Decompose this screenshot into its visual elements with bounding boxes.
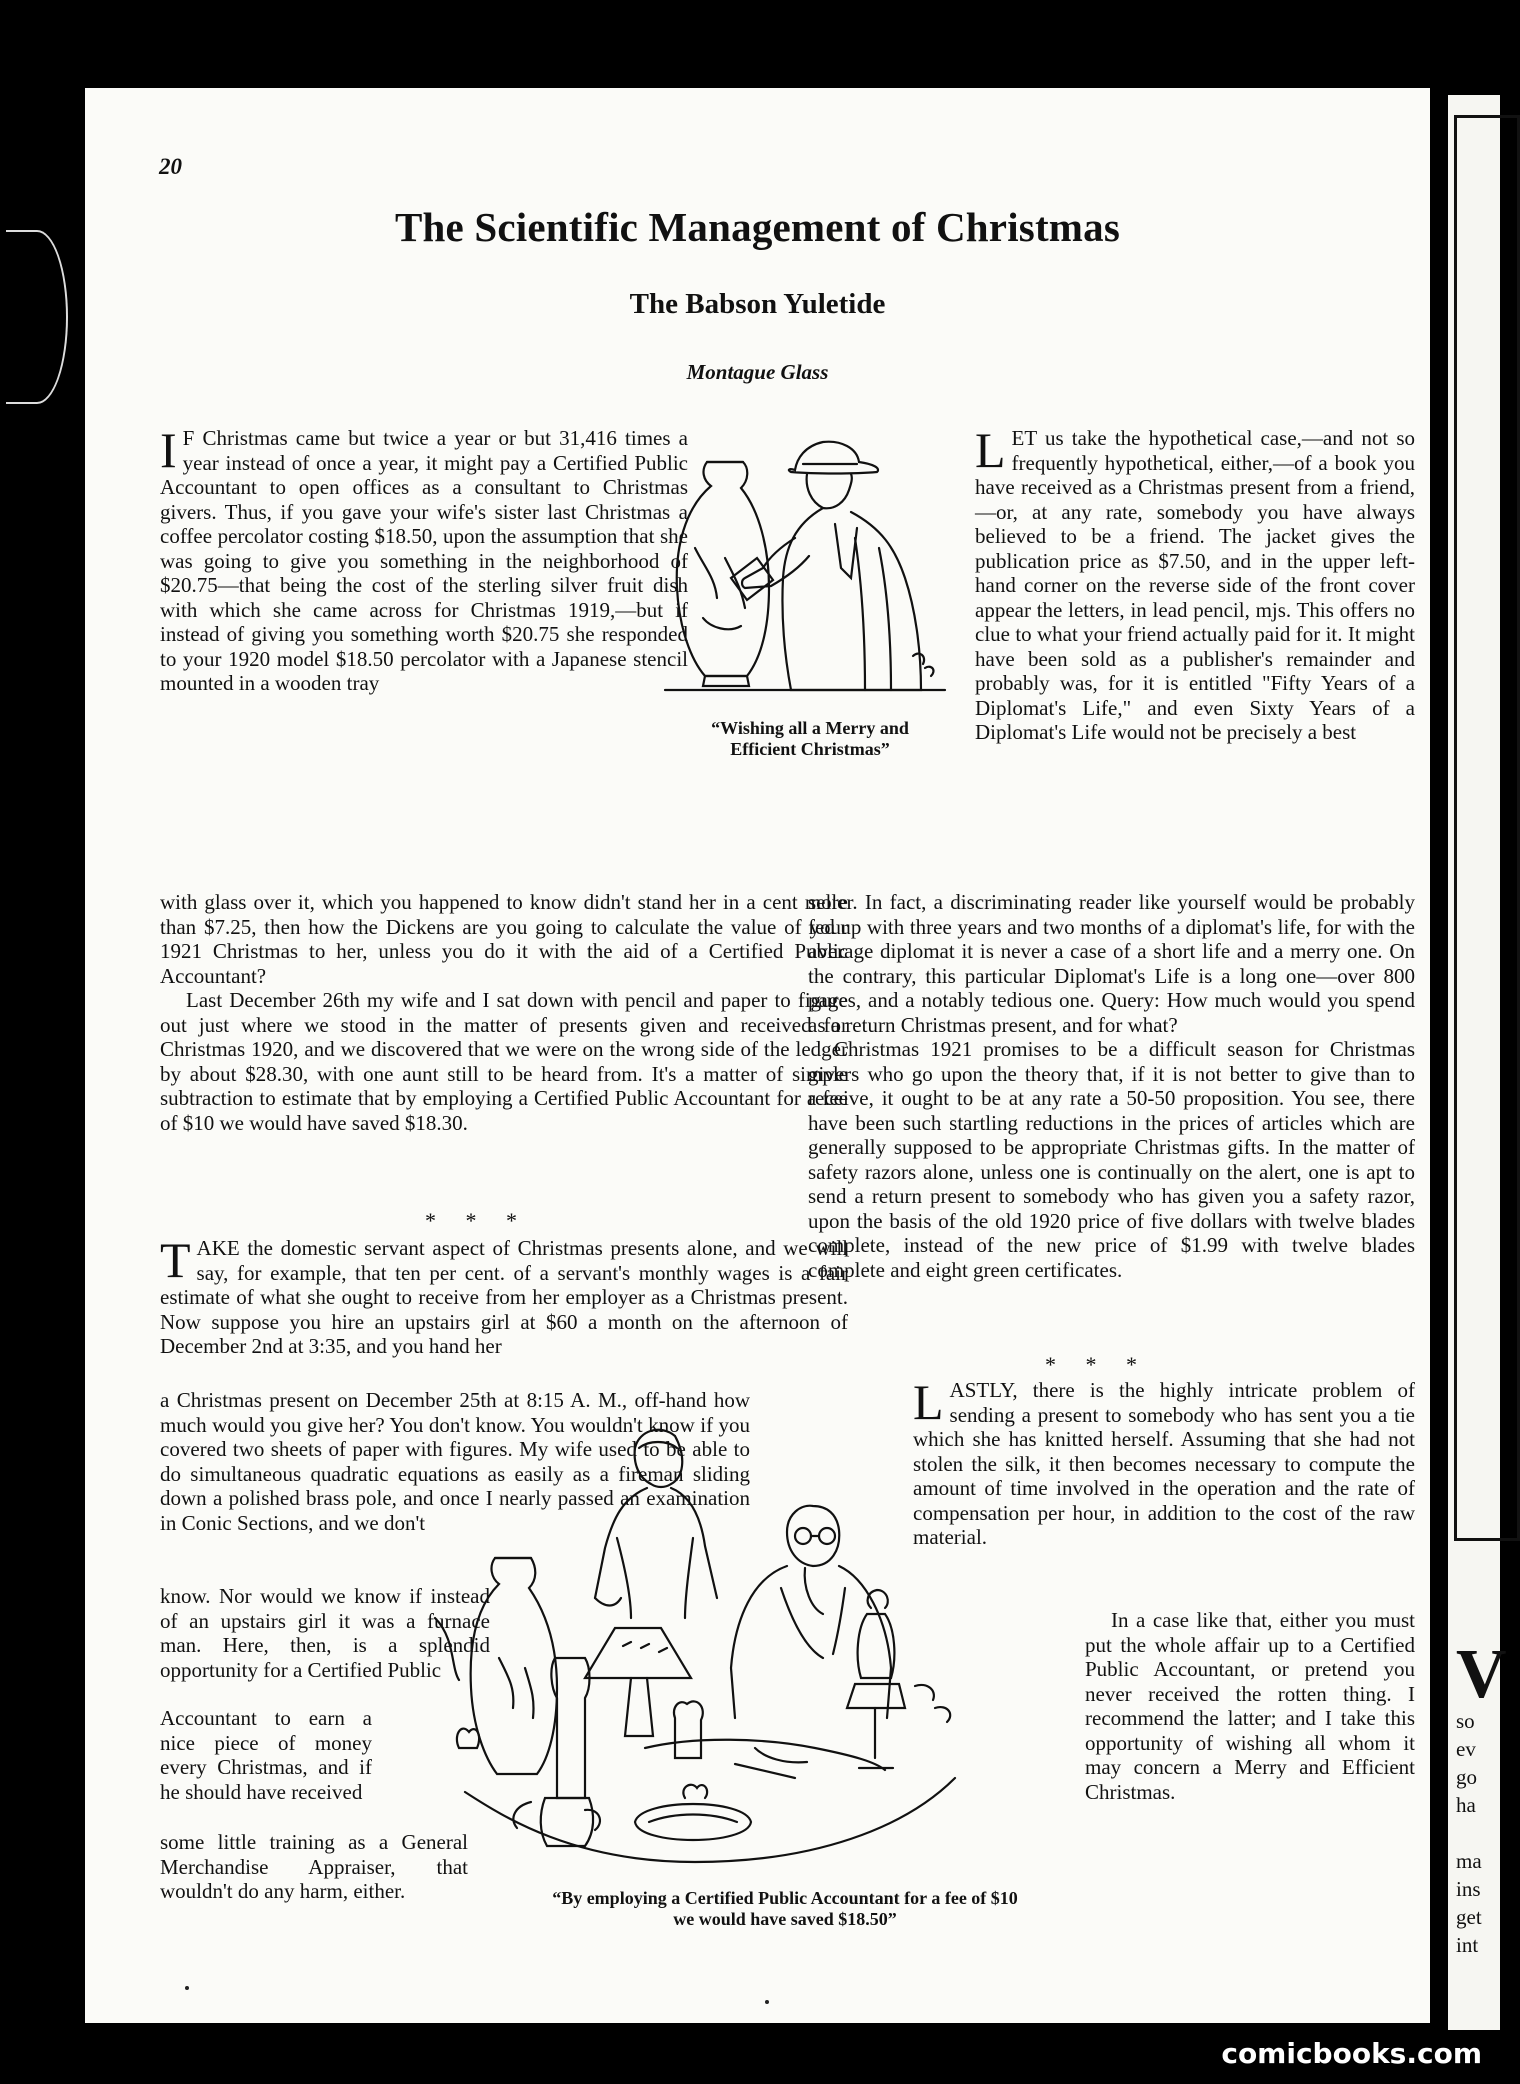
facing-page-text: int [1456,1933,1479,1957]
col2-continuation [808,890,1415,1282]
paragraph-text: F Christmas came but twice a year or but 31,416 times a year instead of once a year, it might pay a Certified Public Accountant to open offices as a consultant to Christmas givers. Thus, if you gave your wife's sister last Christmas a coffee percolator costing $18.50, upon the assumption that she was going to give you something in the neighborhood of $20.75—that being the cost of the sterling silver fruit dish with which she came across for Christmas 1919,—but if instead of giving you something worth $20.75 she responded to your 1920 model $18.50 percolator with a Japanese stencil mounted in a wooden tray [160,426,688,695]
paragraph-text: know. Nor would we know if instead of an upstairs girl it was a furnace man. Here, then, is a splendid opportunity for a Certified Public [160,1584,490,1682]
facing-page-text: ha [1456,1793,1476,1817]
col1-servant-section [160,1232,848,1359]
page-curl [6,230,68,404]
paragraph-text: In a case like that, either you must put the whole affair up to a Certified Public Accountant, or pretend you never received the rotten thing. I recommend the latter; and I take this opportunity of wishing all whom it may concern a Merry and Efficient Christmas. [1085,1608,1415,1804]
magazine-page [85,88,1430,2023]
watermark: comicbooks.com [1221,2037,1482,2070]
paragraph-text: AKE the domestic servant aspect of Christmas presents alone, and we will say, for example, that ten per cent. of a servant's monthly wages is a fair estimate of what she ought to receive from her employer as a Christmas present. Now suppose you hire an upstairs girl at $60 a month on the afternoon of December 2nd at 3:35, and you hand her [160,1236,848,1358]
paragraph-text: some little training as a General Merchandise Appraiser, that wouldn't do any harm, either. [160,1830,468,1903]
illustration-man-with-vase [645,428,955,718]
paragraph-text: with glass over it, which you happened to know didn't stand her in a cent more than $7.25, then how the Dickens are you going to calculate the value of your 1921 Christmas to her, unless you do it with the aid of a Certified Public Accountant? [160,890,848,988]
facing-page-text: go [1456,1765,1477,1789]
paragraph-text: ASTLY, there is the highly intricate problem of sending a present to somebody who has sent you a tie which she has knitted herself. Assuming that she had not stolen the silk, it then becomes necessary to compute the amount of time involved in the operation and the rate of compensation per hour, in addition to the cost of the raw material. [913,1378,1415,1549]
facing-page-text: so [1456,1709,1475,1733]
facing-page-fragment [1448,95,1507,2030]
section-break: * * * [425,1208,529,1233]
illustration-accountant-table [435,1418,995,1878]
facing-page-text: ins [1456,1877,1481,1901]
facing-page-frame [1454,115,1520,1541]
facing-page-initial: V [1456,1636,1507,1713]
pen-drawing [435,1418,995,1878]
paragraph-text: ET us take the hypothetical case,—and not so frequently hypothetical, either,—of a book you have received as a Christmas present from a friend,—or, at any rate, somebody you have always believed to be a friend. The jacket gives the publication price as $7.50, and in the upper left-hand corner on the reverse side of the front cover appear the letters, in lead pencil, mjs. This offers no clue to what your friend actually paid for it. It might have been sold as a publisher's remainder and probably was, for it is entitled "Fifty Years of a Diplomat's Life," and even Sixty Years of a Diplomat's Life would not be precisely a best [975,426,1415,744]
article-subtitle: The Babson Yuletide [629,288,886,320]
article-author: Montague Glass [686,360,829,384]
facing-page-text: get [1456,1905,1482,1929]
scan-speck [765,2000,769,2004]
scan-left-edge [0,0,85,2084]
col1-continuation [160,890,848,1135]
paragraph-text: Christmas 1921 promises to be a difficult season for Christmas givers who go upon the theory that, if it is not better to give than to receive, it ought to be at any rate a 50-50 proposition. You see, there have been such startling reductions in the prices of articles which are generally supposed to be appropriate Christmas gifts. In the matter of safety razors alone, unless one is continually on the alert, one is apt to send a return present to somebody who has given you a safety razor, upon the basis of the old 1920 price of five dollars with twelve blades complete, instead of the new price of $1.99 with twelve blades complete and eight green certificates. [808,1037,1415,1282]
paragraph-text: Accountant to earn a nice piece of money every Christmas, and if he should have received [160,1706,372,1804]
col2-tie-tail [1085,1608,1415,1804]
page-number: 20 [159,154,182,179]
section-break: * * * [1045,1352,1149,1377]
paragraph-text: seller. In fact, a discriminating reader like yourself would be probably fed up with three years and two months of a diplomat's life, for with the average diplomat it is never a case of a short life and a merry one. On the contrary, this particular Diplomat's Life is a long one—over 800 pages, and a notably tedious one. Query: How much would you spend as a return Christmas present, and for what? [808,890,1415,1037]
article-title: The Scientific Management of Christmas [395,204,1120,250]
col1-servant-tail [160,1830,468,1904]
col1-opening [160,422,688,696]
drop-cap: T [160,1232,191,1288]
facing-page-text: ma [1456,1849,1482,1873]
col1-servant-narrower [160,1706,372,1804]
illustration-caption: “Wishing all a Merry and Efficient Christmas” [711,718,909,759]
drop-cap: I [160,422,177,478]
pen-drawing [645,428,955,718]
illustration-caption: “By employing a Certified Public Accountant for a fee of $10 we would have saved $18.50” [552,1888,1018,1929]
drop-cap: L [975,422,1006,478]
paragraph-text: a Christmas present on December 25th at 8:15 A. M., off-hand how much would you give her? You don't know. You wouldn't know if you covered two sheets of paper with figures. My wife used to be able to do simultaneous quadratic equations as easily as a fireman sliding down a polished brass pole, and once I nearly passed an examination in Conic Sections, and we don't [160,1388,750,1535]
facing-page-text: ev [1456,1737,1476,1761]
scan-speck [185,1986,189,1990]
paragraph-text: Last December 26th my wife and I sat down with pencil and paper to figure out just where we stood in the matter of presents given and received for Christmas 1920, and we discovered that we were on the wrong side of the ledger by about $28.30, with one aunt still to be heard from. It's a matter of simple subtraction to estimate that by employing a Certified Public Accountant for a fee of $10 we would have saved $18.30. [160,988,848,1135]
col2-opening [975,422,1415,745]
drop-cap: L [913,1374,944,1430]
